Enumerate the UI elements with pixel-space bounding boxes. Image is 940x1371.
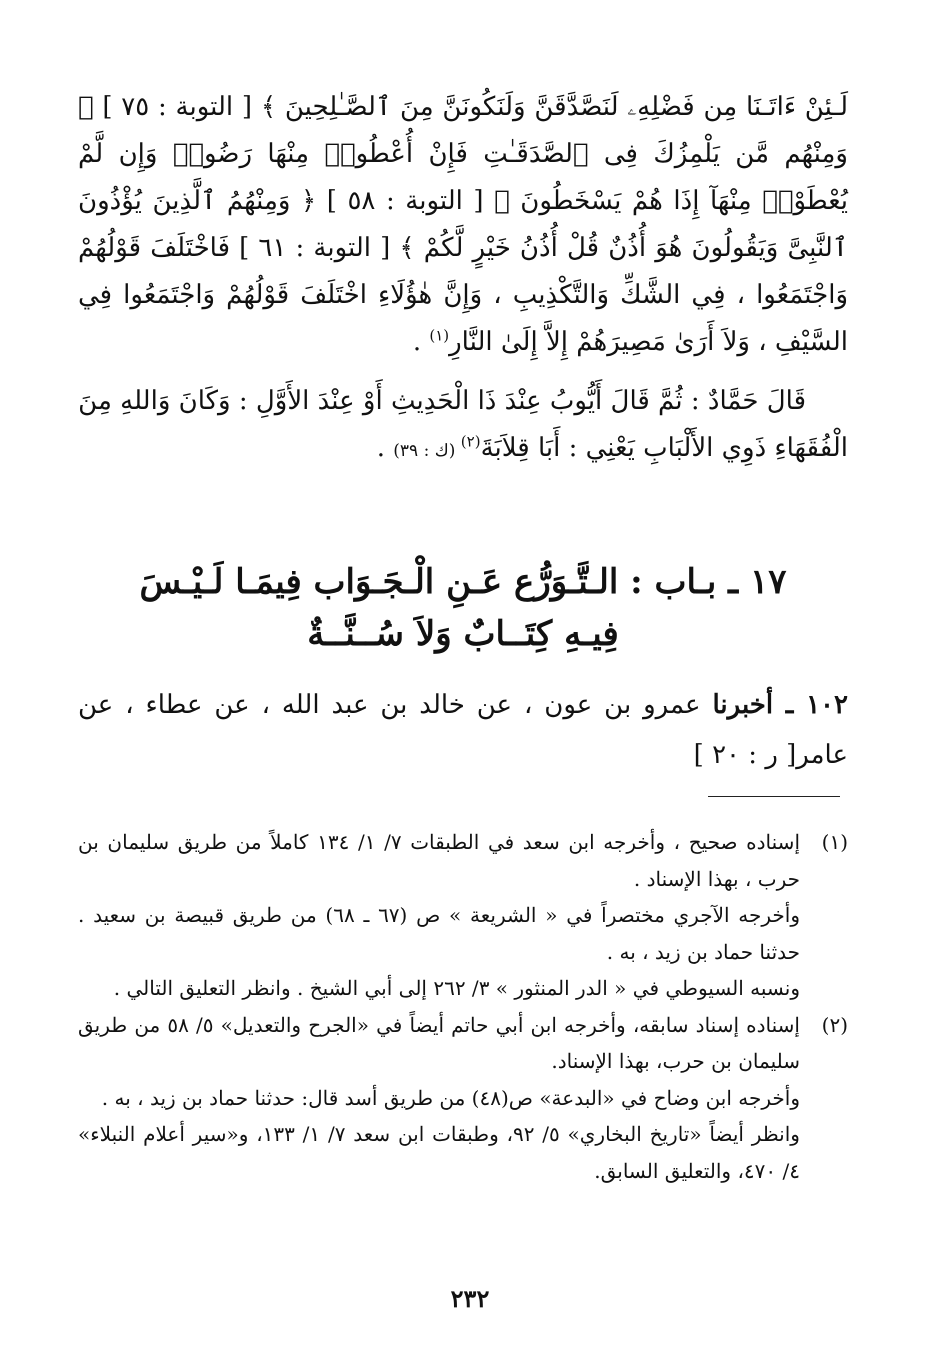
footnote-number: (١) xyxy=(821,830,848,854)
main-text xyxy=(78,84,848,475)
footnote-paragraph: وانظر أيضاً «تاريخ البخاري» ٥/ ٩٢، وطبقات ابن سعد ٧/ ١/ ١٣٣، و«سير أعلام النبلاء» ٤/ ٤٧٠، والتعليق السابق. xyxy=(78,1122,800,1183)
footnote-paragraph: ونسبه السيوطي في « الدر المنثور » ٣/ ٢٦٢ إلى أبي الشيخ . وانظر التعليق التالي . xyxy=(113,976,800,1000)
footnote-divider xyxy=(708,796,840,797)
footnote-paragraph: إسناده إسناد سابقه، وأخرجه ابن أبي حاتم أيضاً في «الجرح والتعديل» ٥/ ٥٨ من طريق سليمان بن حرب، بهذا الإسناد. xyxy=(78,1012,800,1073)
chapter-heading-line-1: ١٧ ـ بـاب : الـتَّـوَرُّع عَـنِ الْـجَـوَاب فِيمَـا لَـيْـسَ xyxy=(139,562,787,602)
footnotes xyxy=(78,824,848,1189)
footnote-1 xyxy=(78,824,848,1007)
chapter-heading-line-2: فِيـهِ كِتَــابٌ وَلاَ سُــنَّــةٌ xyxy=(307,614,619,654)
paragraph-end: . xyxy=(376,433,394,463)
footnote-paragraph: وأخرجه الآجري مختصراً في « الشريعة » ص (٦٧ ـ ٦٨) من طريق قبيصة بن سعيد . حدثنا حماد بن زيد ، به . xyxy=(78,903,800,964)
paragraph-hammad xyxy=(78,378,848,475)
hadith-102 xyxy=(78,680,848,780)
footnote-number: (٢) xyxy=(821,1012,848,1037)
manuscript-reference: (ك : ٣٩) xyxy=(393,441,461,461)
hadith-number-lead: ١٠٢ ـ أخبرنا xyxy=(712,690,848,720)
paragraph-end: . xyxy=(412,327,430,357)
chapter-heading xyxy=(78,556,848,660)
paragraph-quran-quotes xyxy=(78,84,848,366)
footnote-marker-2: (٢) xyxy=(460,432,481,451)
footnote-paragraph: وأخرجه ابن وضاح في «البدعة» ص(٤٨) من طريق أسد قال: حدثنا حماد بن زيد ، به . xyxy=(101,1085,800,1110)
hadith-chain: عمرو بن عون ، عن خالد بن عبد الله ، عن عطاء ، عن عامر[ ر : ٢٠ ] xyxy=(78,690,848,770)
page-number: ٢٣٢ xyxy=(450,1284,490,1313)
paragraph-text: قَالَ حَمَّادٌ : ثُمَّ قَالَ أَيُّوبُ عِنْدَ ذَا الْحَدِيثِ أَوْ عِنْدَ الأَوَّلِ : وَكَانَ وَاللهِ مِنَ xyxy=(78,386,806,416)
paragraph-continuation: الْفُقَهَاءِ ذَوِي الأَلْبَابِ يَعْنِي : أَبَا قِلاَبَةَ xyxy=(480,433,848,463)
footnote-paragraph: إسناده صحيح ، وأخرجه ابن سعد في الطبقات ٧/ ١/ ١٣٤ كاملاً من طريق سليمان بن حرب ، بهذا الإسناد . xyxy=(78,830,800,891)
footnote-2 xyxy=(78,1007,848,1190)
paragraph-text: لَـئِنْ ءَاتَـنَا مِن فَضْلِهِۦ لَنَصَّدَّقَنَّ وَلَنَكُونَنَّ مِنَ ٱلصَّـٰلِحِينَ ﴾ [ التوبة : ٧٥ ] ﴿ وَمِنْهُم مَّن يَلْمِزُكَ فِى ٱلصَّدَقَـٰتِ فَإِنْ أُعْطُوا۟ مِنْهَا رَضُوا۟ وَإِن لَّمْ يُعْطَوْا۟ مِنْهَآ إِذَا هُمْ يَسْخَطُونَ ﴾ [ التوبة : ٥٨ ] ﴿ وَمِنْهُمُ ٱلَّذِينَ يُؤْذُونَ ٱلنَّبِىَّ وَيَقُولُونَ هُوَ أُذُنٌ قُلْ أُذُنُ خَيْرٍ لَّكُمْ ﴾ [ التوبة : ٦١ ] فَاخْتَلَفَ قَوْلُهُمْ وَاجْتَمَعُوا ، فِي الشَّكِّ وَالتَّكْذِيبِ ، وَإِنَّ هٰؤُلَاءِ اخْتَلَفَ قَوْلُهُمْ وَاجْتَمَعُوا فِي السَّيْفِ ، وَلاَ أَرَىٰ مَصِيرَهُمْ إِلاَّ إِلَىٰ النَّارِ xyxy=(78,92,848,357)
footnote-marker-1: (١) xyxy=(429,326,450,345)
